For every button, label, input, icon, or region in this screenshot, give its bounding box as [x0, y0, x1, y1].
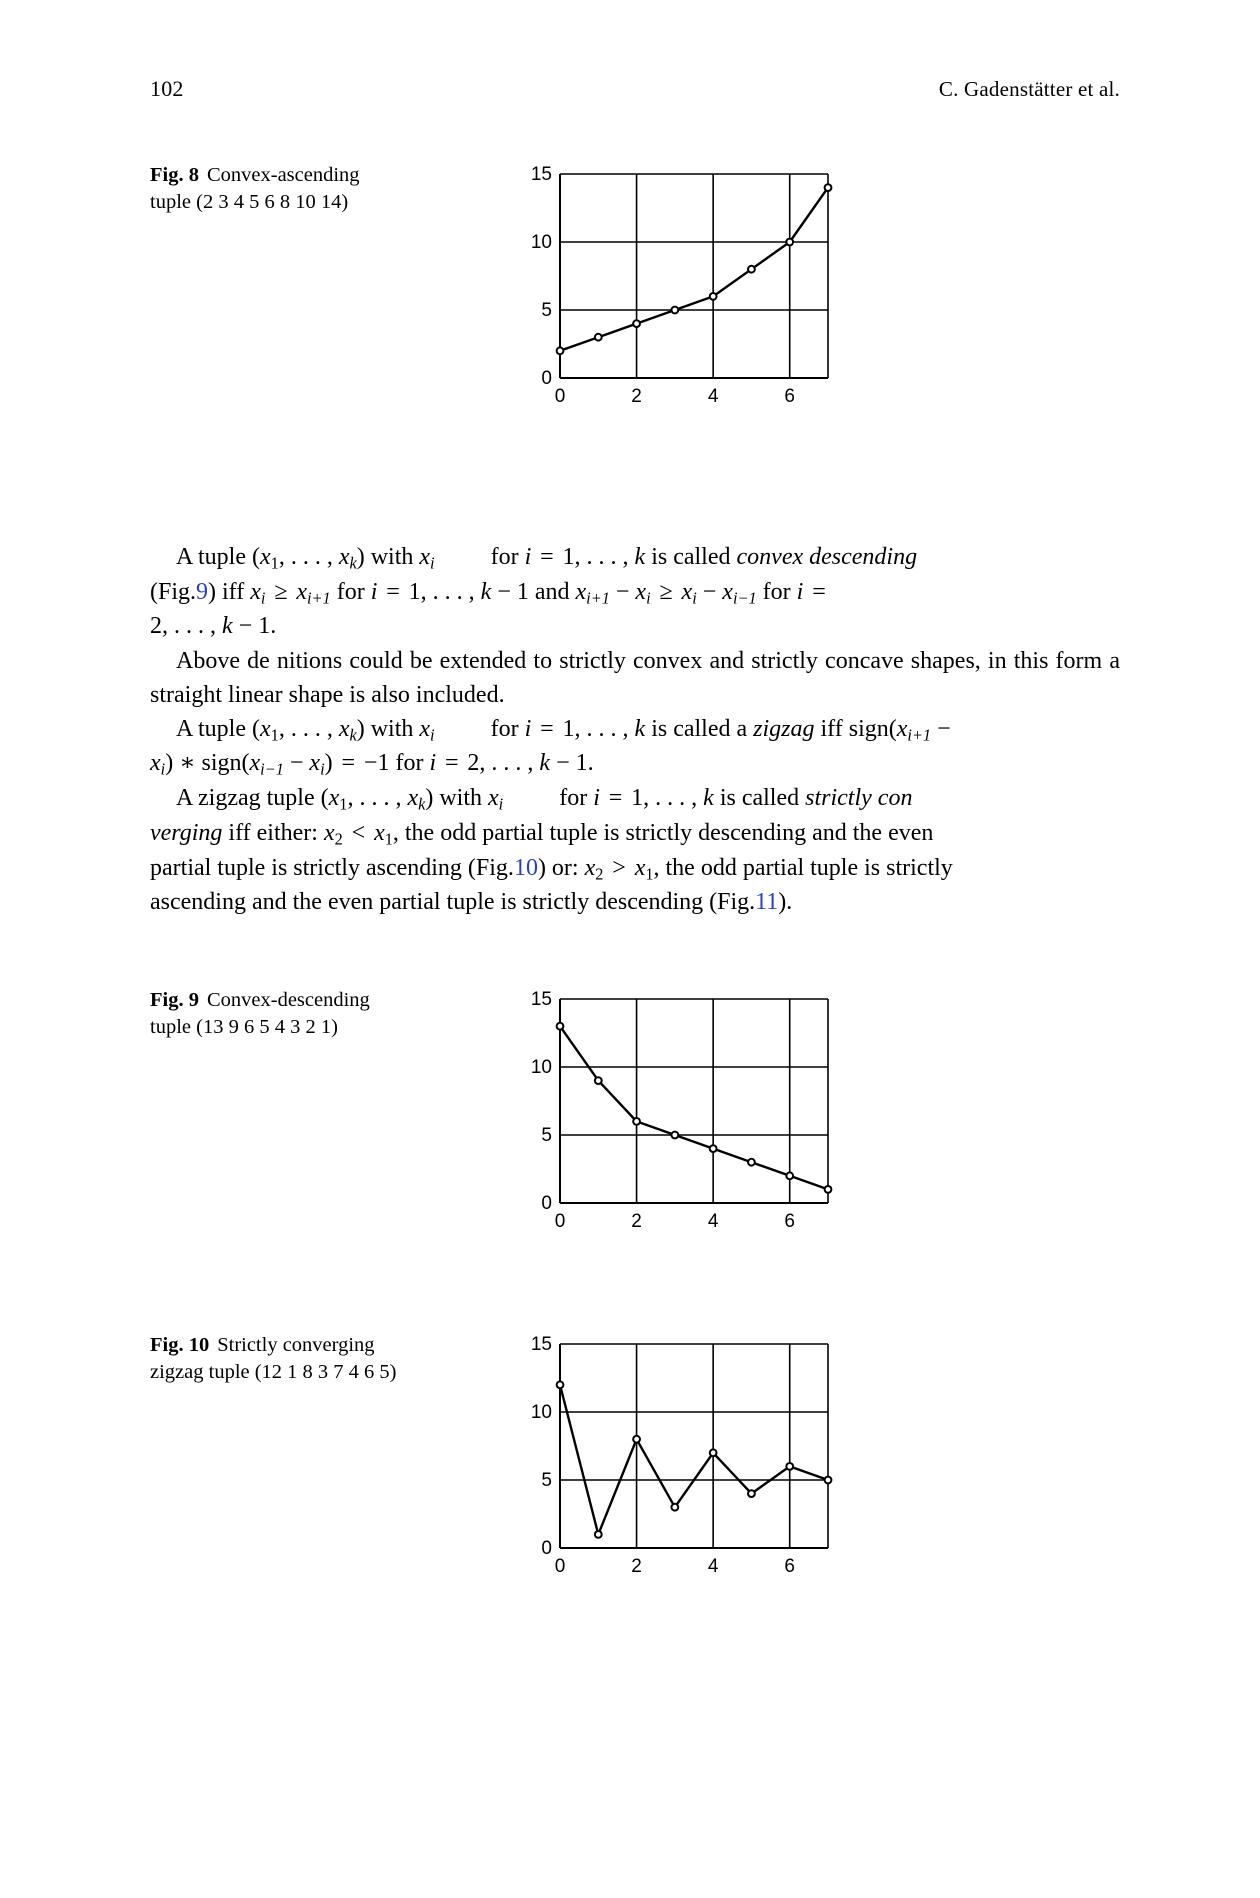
figure-plot-fig9: [480, 985, 1140, 1245]
running-head-authors: C. Gadenstätter et al.: [938, 77, 1120, 101]
data-point-marker: [748, 1159, 755, 1166]
x-tick-label: 4: [707, 1556, 719, 1577]
data-point-marker: [710, 1145, 717, 1152]
paragraph-convex-descending: A tuple (x1, . . . , $x_k$) with $x_i$ for i = 1, . . . , k is called convex descending (Fig.9) iff $x_i \ge x_{i+1}$ for i = 1, . . . , k − 1 and $x_{i+1} - x_i \ge x_i - x_{i-1}$ for i = 2, . . . , k − 1.: [150, 544, 918, 640]
data-point-marker: [633, 320, 640, 327]
y-tick-label: 10: [530, 1057, 552, 1078]
chart-fig10: [516, 1330, 846, 1590]
y-tick-label: 0: [541, 1193, 552, 1214]
x-tick-label: 0: [554, 1556, 566, 1577]
figure-reference-10[interactable]: 10: [513, 854, 538, 881]
figure-plot-fig10: [480, 1330, 1140, 1590]
figure-caption-line2-fig10: zigzag tuple (12 1 8 3 7 4 6 5): [150, 1361, 397, 1384]
data-point-marker: [595, 1077, 602, 1084]
data-point-marker: [748, 266, 755, 273]
x-tick-label: 0: [554, 386, 566, 407]
x-tick-label: 0: [554, 1211, 566, 1232]
data-point-marker: [825, 1477, 832, 1484]
page-number: 102: [150, 76, 184, 101]
data-point-marker: [710, 293, 717, 300]
data-series-line: [560, 1385, 828, 1535]
data-point-marker: [671, 307, 678, 314]
running-head: [150, 76, 1120, 102]
y-tick-label: 10: [530, 232, 552, 253]
figure-caption-fig10: [150, 1330, 480, 1386]
x-tick-label: 2: [631, 1556, 642, 1577]
data-point-marker: [633, 1118, 640, 1125]
chart-fig9: [516, 985, 846, 1245]
data-point-marker: [825, 184, 832, 191]
data-point-marker: [748, 1490, 755, 1497]
paragraph-above-definitions: Above de nitions could be extended to strictly convex and strictly concave shapes, in this form a straight linear shape is also included.: [150, 647, 1120, 708]
y-tick-label: 0: [541, 368, 552, 389]
data-point-marker: [786, 1172, 793, 1179]
data-point-marker: [557, 347, 564, 354]
data-point-marker: [786, 239, 793, 246]
data-point-marker: [557, 1023, 564, 1030]
data-series-line: [560, 1026, 828, 1189]
y-tick-label: 15: [530, 989, 552, 1010]
y-tick-label: 15: [530, 1334, 552, 1355]
figure-reference-11[interactable]: 11: [755, 889, 779, 916]
y-tick-label: 5: [541, 1470, 552, 1491]
x-tick-label: 4: [707, 386, 719, 407]
data-point-marker: [825, 1186, 832, 1193]
data-point-marker: [595, 1531, 602, 1538]
data-point-marker: [671, 1132, 678, 1139]
figure-block-fig8: [150, 160, 1140, 420]
chart-fig8: [516, 160, 846, 420]
x-tick-label: 6: [784, 1556, 796, 1577]
x-tick-label: 6: [784, 386, 796, 407]
x-tick-label: 4: [707, 1211, 719, 1232]
data-series-line: [560, 188, 828, 351]
figure-caption-line2-fig9: tuple (13 9 6 5 4 3 2 1): [150, 1016, 338, 1039]
data-point-marker: [671, 1504, 678, 1511]
y-tick-label: 0: [541, 1538, 552, 1559]
x-tick-label: 6: [784, 1211, 796, 1232]
y-tick-label: 15: [530, 164, 552, 185]
figure-label-fig9: Fig. 9: [150, 989, 199, 1011]
y-tick-label: 5: [541, 1125, 552, 1146]
figure-label-fig8: Fig. 8: [150, 164, 199, 186]
data-point-marker: [710, 1449, 717, 1456]
figure-reference-9[interactable]: 9: [196, 578, 209, 605]
figure-label-fig10: Fig. 10: [150, 1334, 210, 1356]
figure-caption-line1-fig9: Convex-descending: [206, 989, 370, 1011]
paragraph-zigzag: A tuple (x1, . . . , $x_k$) with $x_i$ for i = 1, . . . , k is called a zigzag iff $sign(x_{i+1}$ − $x_i$) ∗ $sign(x_{i-1} - x_i) = -1$ for i = 2, . . . , k − 1.: [150, 715, 951, 779]
body-text: [150, 540, 1120, 919]
figure-caption-line1-fig8: Convex-ascending: [206, 164, 360, 186]
x-tick-label: 2: [631, 1211, 642, 1232]
data-point-marker: [595, 334, 602, 341]
figure-caption-fig9: [150, 985, 480, 1041]
figure-caption-fig8: [150, 160, 480, 216]
paragraph-strictly-converging: A zigzag tuple (x1, . . . , $x_k$) with $x_i$ for i = 1, . . . , k is called strictly con verging iff either: x2 < x1, the odd partial tuple is strictly descending and the even partial tuple is strictly ascending (Fig.10) or: x2 > x1, the odd partial tuple is strictly ascending and the even partial tuple is strictly descending (Fig.11).: [150, 785, 953, 916]
figure-plot-fig8: [480, 160, 1140, 420]
x-tick-label: 2: [631, 386, 642, 407]
figure-caption-line1-fig10: Strictly converging: [217, 1334, 375, 1356]
data-point-marker: [633, 1436, 640, 1443]
y-tick-label: 5: [541, 300, 552, 321]
figure-block-fig10: [150, 1330, 1140, 1590]
figure-block-fig9: [150, 985, 1140, 1245]
y-tick-label: 10: [530, 1402, 552, 1423]
data-point-marker: [786, 1463, 793, 1470]
figure-caption-line2-fig8: tuple (2 3 4 5 6 8 10 14): [150, 191, 349, 214]
data-point-marker: [557, 1381, 564, 1388]
